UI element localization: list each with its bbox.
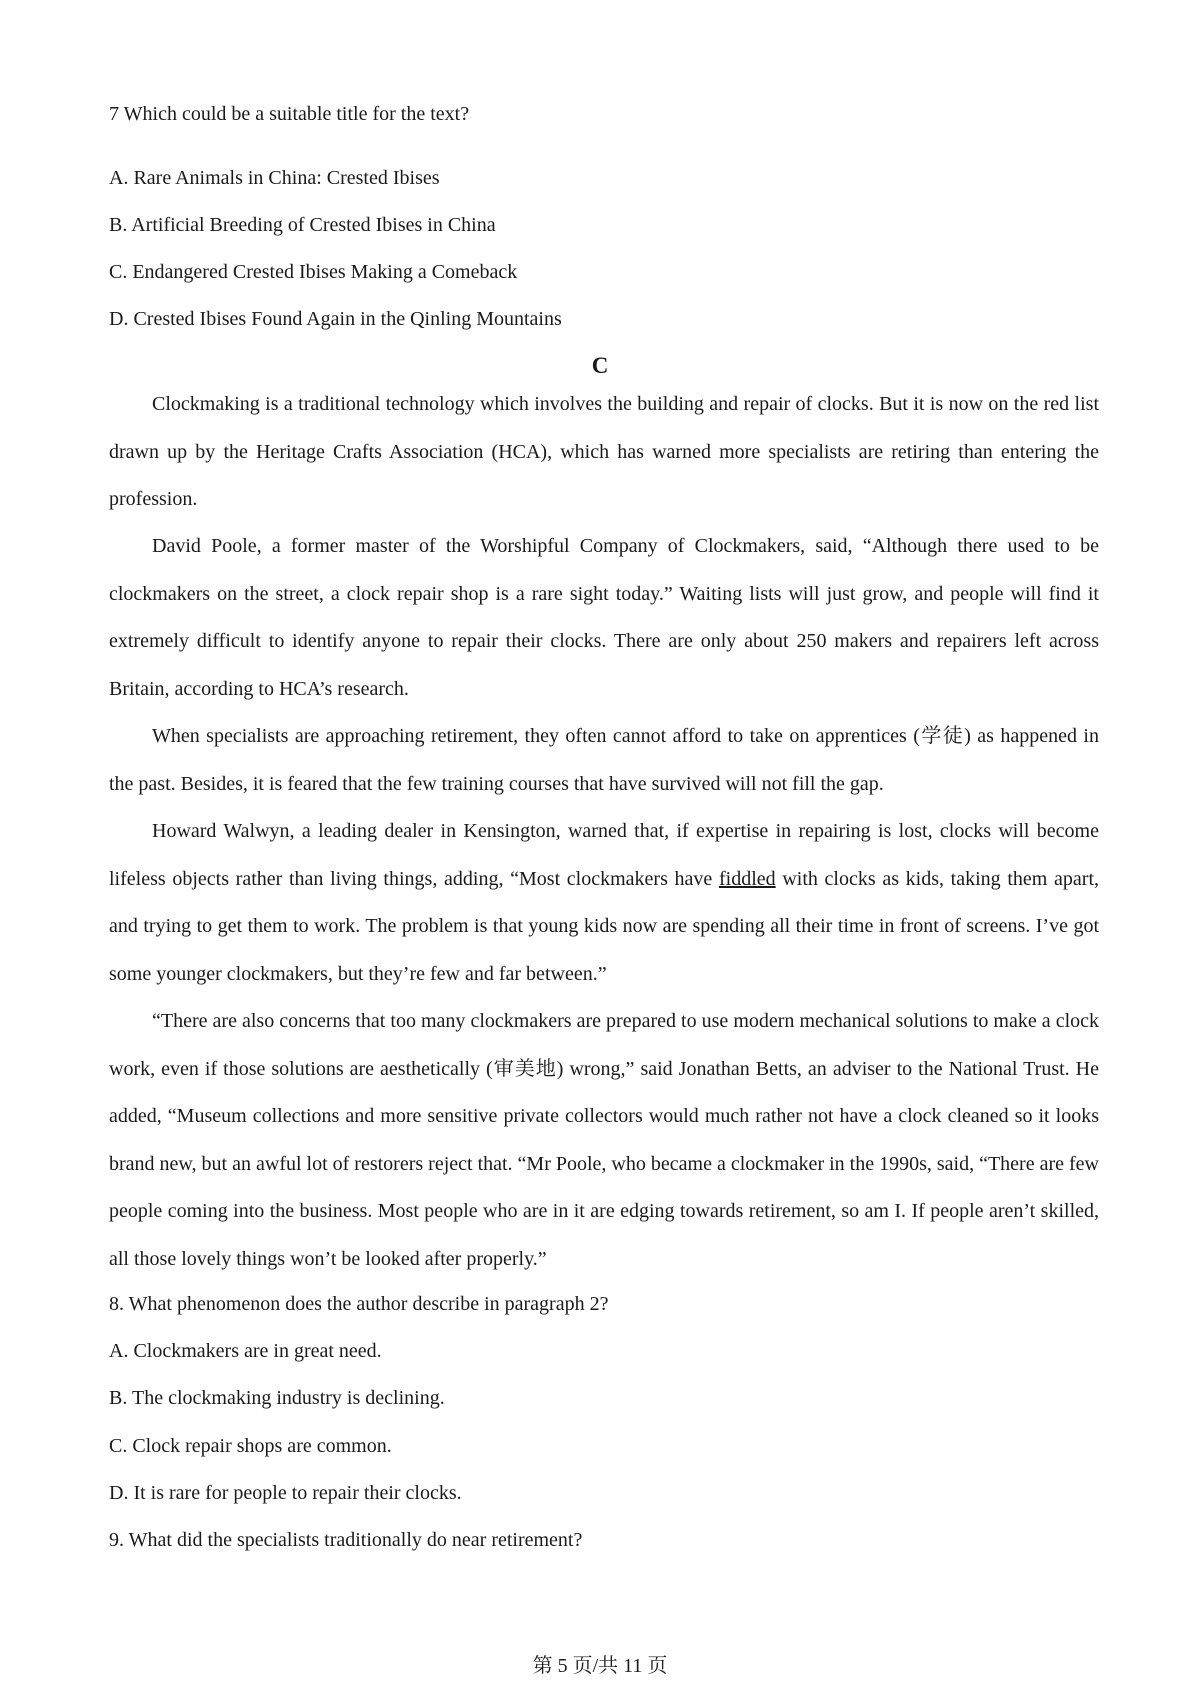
- passage-paragraph-5: “There are also concerns that too many clockmakers are prepared to use modern mechanical solutions to make a clock work, even if those solutions are aesthetically (审美地) wrong,” said Jonathan Betts, an adviser to the National Trust. He added, “Museum collections and more sensitive private collectors would much rather not have a clock cleaned so it looks brand new, but an awful lot of restorers reject that. “Mr Poole, who became a clockmaker in the 1990s, said, “There are few people coming into the business. Most people who are in it are edging towards retirement, so am I. If people aren’t skilled, all those lovely things won’t be looked after properly.”: [109, 1010, 1099, 1270]
- q8-option-a: A. Clockmakers are in great need.: [109, 1340, 382, 1362]
- q7-option-d: D. Crested Ibises Found Again in the Qinling Mountains: [109, 308, 562, 330]
- underlined-word-fiddled: fiddled: [718, 867, 776, 890]
- question-8: 8. What phenomenon does the author describe in paragraph 2?: [109, 1293, 609, 1315]
- passage-paragraph-2: David Poole, a former master of the Worshipful Company of Clockmakers, said, “Although there used to be clockmakers on the street, a clock repair shop is a rare sight today.” Waiting lists will just grow, and people will find it extremely difficult to identify anyone to repair their clocks. There are only about 250 makers and repairers left across Britain, according to HCA’s research.: [109, 535, 1099, 700]
- paragraph-4-text-start: Howard Walwyn, a leading dealer in Kensington, warned that, if expertise in repairing is lost, clocks will become lifeless objects rather than living things, adding, “Most clockmakers have: [109, 820, 1099, 890]
- paragraph-4-text-end: with clocks as kids, taking them apart, and trying to get them to work. The problem is that young kids now are spending all their time in front of screens. I’ve got some younger clockmakers, but they’re few and far between.”: [109, 867, 1099, 985]
- passage-paragraph-3: When specialists are approaching retirement, they often cannot afford to take on apprentices (学徒) as happened in the past. Besides, it is feared that the few training courses that have survived will not fill the gap.: [109, 725, 1099, 795]
- page-number-footer: 第 5 页/共 11 页: [532, 1655, 668, 1677]
- section-heading: C: [591, 353, 609, 378]
- q7-option-b: B. Artificial Breeding of Crested Ibises in China: [109, 214, 496, 236]
- q8-option-d: D. It is rare for people to repair their clocks.: [109, 1482, 462, 1504]
- passage-paragraph-4: [109, 808, 1099, 998]
- q7-option-a: A. Rare Animals in China: Crested Ibises: [109, 167, 440, 189]
- q7-option-c: C. Endangered Crested Ibises Making a Comeback: [109, 261, 518, 283]
- question-7: 7 Which could be a suitable title for the text?: [109, 103, 470, 125]
- q8-option-c: C. Clock repair shops are common.: [109, 1435, 392, 1457]
- passage-paragraph-1: Clockmaking is a traditional technology which involves the building and repair of clocks. But it is now on the red list drawn up by the Heritage Crafts Association (HCA), which has warned more specialists are retiring than entering the profession.: [109, 393, 1099, 510]
- question-9: 9. What did the specialists traditionally do near retirement?: [109, 1529, 583, 1551]
- q8-option-b: B. The clockmaking industry is declining.: [109, 1387, 445, 1409]
